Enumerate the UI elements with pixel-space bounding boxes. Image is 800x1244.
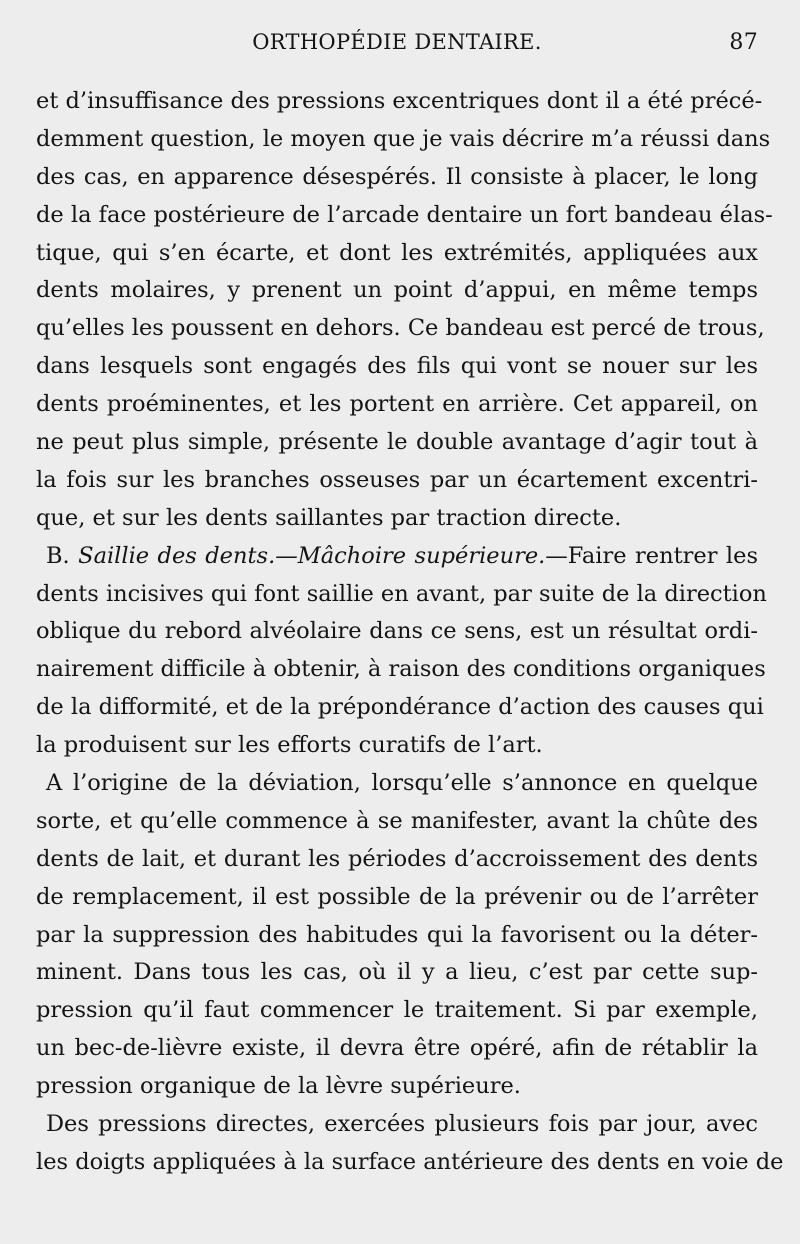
- text-line: dents molaires, y prenent un point d’appui, en même temps: [36, 277, 758, 304]
- text-line: nairement difficile à obtenir, à raison des conditions organiques: [36, 656, 766, 683]
- text-line: pression organique de la lèvre supérieure.: [36, 1073, 521, 1100]
- text-line: dents proéminentes, et les portent en arrière. Cet appareil, on: [36, 391, 758, 418]
- section-title: Saillie des dents.—Mâchoire supérieure.: [78, 542, 546, 569]
- page-header: [36, 30, 758, 66]
- text-line: la produisent sur les efforts curatifs de l’art.: [36, 732, 543, 759]
- text-line: dents de lait, et durant les périodes d’accroissement des dents: [36, 845, 758, 872]
- text-line: et d’insuffisance des pressions excentriques dont il a été précé-: [36, 88, 763, 114]
- section-heading-line: [36, 538, 758, 576]
- text-line: la fois sur les branches osseuses par un écartement excentri-: [36, 466, 758, 493]
- text-line: oblique du rebord alvéolaire dans ce sens, est un résultat ordi-: [36, 618, 758, 645]
- page-number: 87: [729, 30, 758, 55]
- text-line: par la suppression des habitudes qui la favorisent ou la déter-: [36, 921, 758, 948]
- section-label: B.: [46, 542, 70, 569]
- text-line: ne peut plus simple, présente le double avantage d’agir tout à: [36, 429, 758, 456]
- text-line: dans lesquels sont engagés des fils qui vont se nouer sur les: [36, 353, 758, 380]
- text-line: minent. Dans tous les cas, où il y a lieu, c’est par cette sup-: [36, 959, 758, 986]
- text-line: un bec-de-lièvre existe, il devra être opéré, afin de rétablir la: [36, 1035, 758, 1062]
- text-line: des cas, en apparence désespérés. Il consiste à placer, le long: [36, 163, 758, 190]
- text-line: sorte, et qu’elle commence à se manifester, avant la chûte des: [36, 807, 758, 834]
- text-line: de la difformité, et de la prépondérance d’action des causes qui: [36, 694, 764, 721]
- body-text: [36, 83, 784, 1182]
- running-title: ORTHOPÉDIE DENTAIRE.: [252, 30, 542, 54]
- text-line: que, et sur les dents saillantes par traction directe.: [36, 504, 622, 531]
- text-line: qu’elles les poussent en dehors. Ce bandeau est percé de trous,: [36, 315, 765, 342]
- text-line: dents incisives qui font saillie en avant, par suite de la direction: [36, 580, 767, 607]
- text-line: de la face postérieure de l’arcade dentaire un fort bandeau élas-: [36, 201, 773, 228]
- text-line: A l’origine de la déviation, lorsqu’elle s’annonce en quelque: [46, 770, 758, 797]
- text-line: les doigts appliquées à la surface antérieure des dents en voie de: [36, 1148, 784, 1175]
- text-line: tique, qui s’en écarte, et dont les extrémités, appliquées aux: [36, 239, 758, 266]
- section-first-line-rest: —Faire rentrer les: [545, 542, 758, 569]
- text-line: Des pressions directes, exercées plusieurs fois par jour, avec: [46, 1111, 758, 1138]
- text-line: pression qu’il faut commencer le traitement. Si par exemple,: [36, 997, 758, 1024]
- text-line: demment question, le moyen que je vais décrire m’a réussi dans: [36, 125, 771, 152]
- text-line: de remplacement, il est possible de la prévenir ou de l’arrêter: [36, 883, 758, 910]
